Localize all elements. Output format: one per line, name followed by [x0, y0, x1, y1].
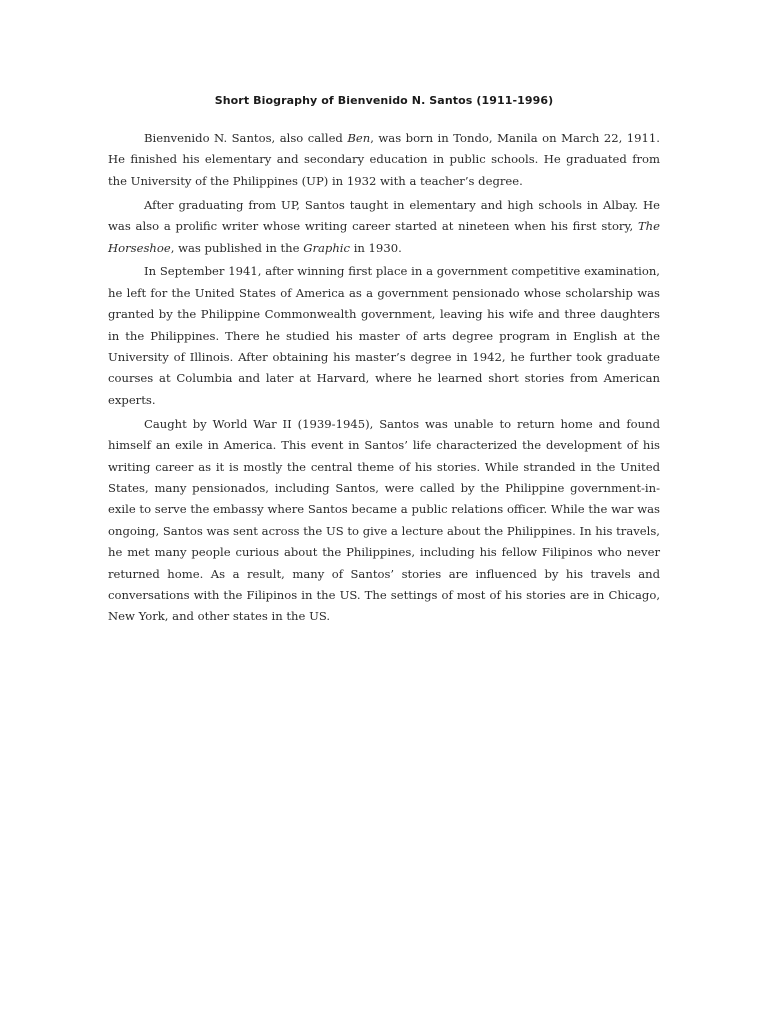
paragraph-text: In September 1941, after winning first place in a government competitive examination, he left for the United States of America as a government pensionado whose scholarship was granted by the Philippine Commonwealth government, leaving his wife and three daughters in the Philippines. There he studied his master of arts degree program in English at the University of Illinois. After obtaining his master’s degree in 1942, he further took graduate courses at Columbia and later at Harvard, where he learned short stories from American experts.: [108, 264, 660, 407]
nickname-text: Ben: [347, 131, 371, 145]
paragraph: [108, 261, 660, 411]
paragraph: [108, 195, 660, 259]
paragraph-text: Caught by World War II (1939-1945), Santos was unable to return home and found himself an exile in America. This event in Santos’ life characterized the development of his writing career as it is mostly the central theme of his stories. While stranded in the United States, many pensionados, including Santos, were called by the Philippine government-in-exile to serve the embassy where Santos became a public relations officer. While the war was ongoing, Santos was sent across the US to give a lecture about the Philippines. In his travels, he met many people curious about the Philippines, including his fellow Filipinos who never returned home. As a result, many of Santos’ stories are influenced by his travels and conversations with the Filipinos in the US. The settings of most of his stories are in Chicago, New York, and other states in the US.: [108, 416, 660, 624]
paragraph-text: in 1930.: [350, 240, 402, 255]
paragraph-text: , was born in Tondo, Manila on March 22, 1911. He finished his elementary and secondary education in public schools. He graduated from the University of the Philippines (UP) in 1932 with a teacher’s degree.: [108, 131, 660, 188]
paragraph-text: After graduating from UP, Santos taught in elementary and high schools in Albay. He was also a prolific writer whose writing career started at nineteen when his first story,: [108, 197, 660, 234]
paragraph-text: , was published in the: [170, 240, 304, 255]
story-title: The Horseshoe: [108, 219, 660, 255]
paragraph: [108, 414, 660, 628]
document-title: Short Biography of Bienvenido N. Santos (1911-1996): [214, 94, 554, 107]
paragraph: [108, 128, 660, 192]
paragraph-text: Bienvenido N. Santos, also called: [144, 131, 348, 145]
publication-title: Graphic: [303, 240, 351, 255]
document-body: [108, 128, 660, 630]
